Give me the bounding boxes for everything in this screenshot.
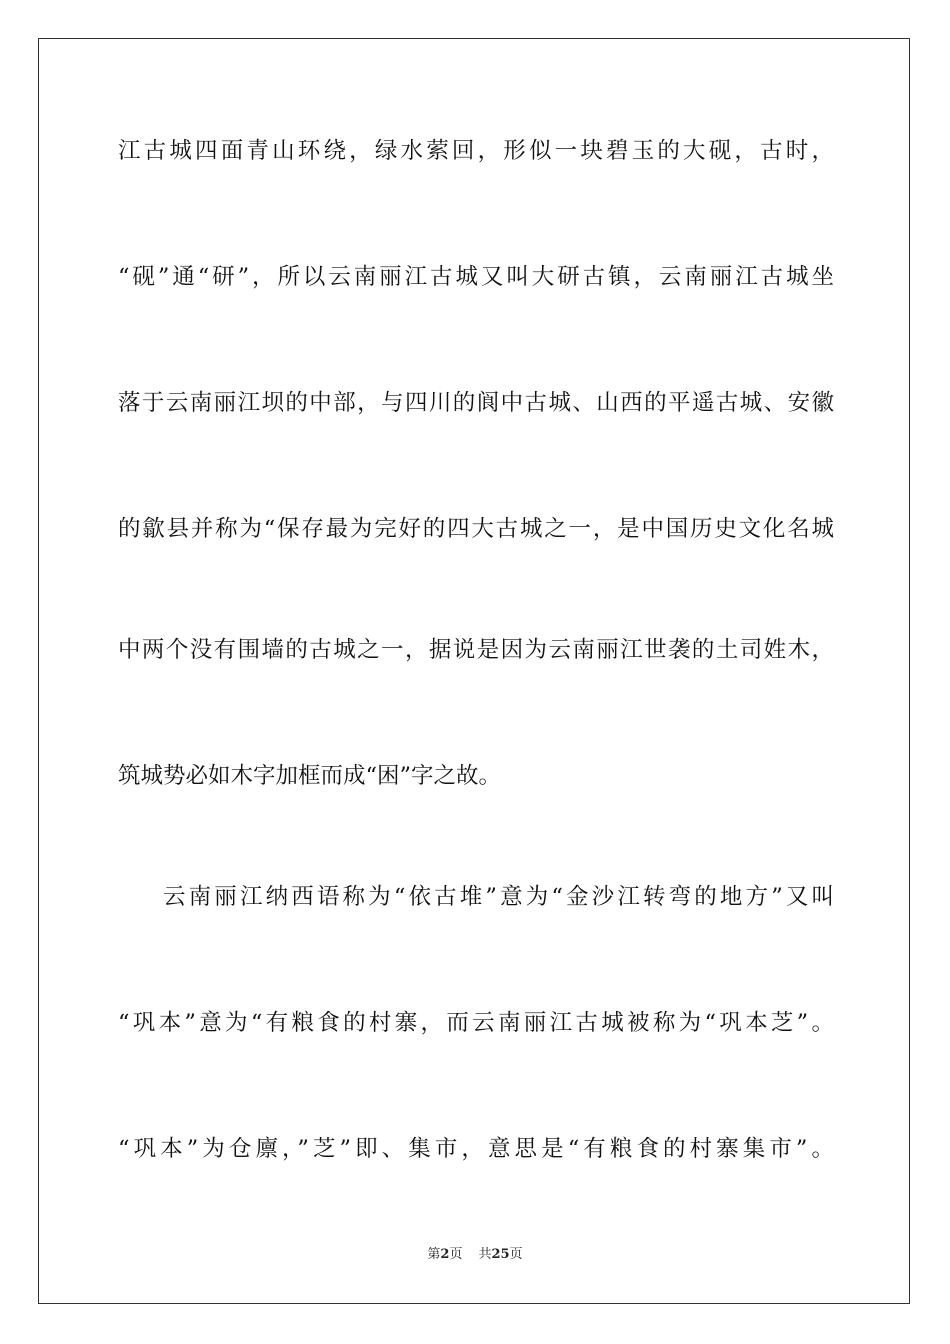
text-line: “巩本”为仓廪，”芝”即、集市，意思是“有粮食的村寨集市”。 bbox=[118, 1136, 834, 1162]
page-border bbox=[38, 38, 910, 1304]
text-line: 的歙县并称为“保存最为完好的四大古城之一，是中国历史文化名城 bbox=[118, 516, 834, 542]
paragraph-first-line: 云南丽江纳西语称为“依古堆”意为“金沙江转弯的地方”又叫 bbox=[163, 884, 834, 910]
total-pages: 25 bbox=[491, 1247, 510, 1262]
text-line: 筑城势必如木字加框而成“困”字之故。 bbox=[118, 763, 502, 789]
page-footer bbox=[0, 1246, 950, 1264]
text-line: 江古城四面青山环绕，绿水萦回，形似一块碧玉的大砚，古时， bbox=[118, 138, 834, 164]
total-prefix: 共 bbox=[478, 1247, 492, 1262]
page-number: 2 bbox=[440, 1247, 450, 1262]
text-line: “砚”通“研”，所以云南丽江古城又叫大研古镇，云南丽江古城坐 bbox=[118, 264, 834, 290]
total-suffix: 页 bbox=[509, 1247, 523, 1262]
page-suffix: 页 bbox=[449, 1247, 463, 1262]
text-line: 中两个没有围墙的古城之一，据说是因为云南丽江世袭的土司姓木， bbox=[118, 637, 834, 663]
text-line: 落于云南丽江坝的中部，与四川的阆中古城、山西的平遥古城、安徽 bbox=[118, 390, 834, 416]
text-line: “巩本”意为“有粮食的村寨，而云南丽江古城被称为“巩本芝”。 bbox=[118, 1010, 834, 1036]
page-prefix: 第 bbox=[427, 1247, 441, 1262]
